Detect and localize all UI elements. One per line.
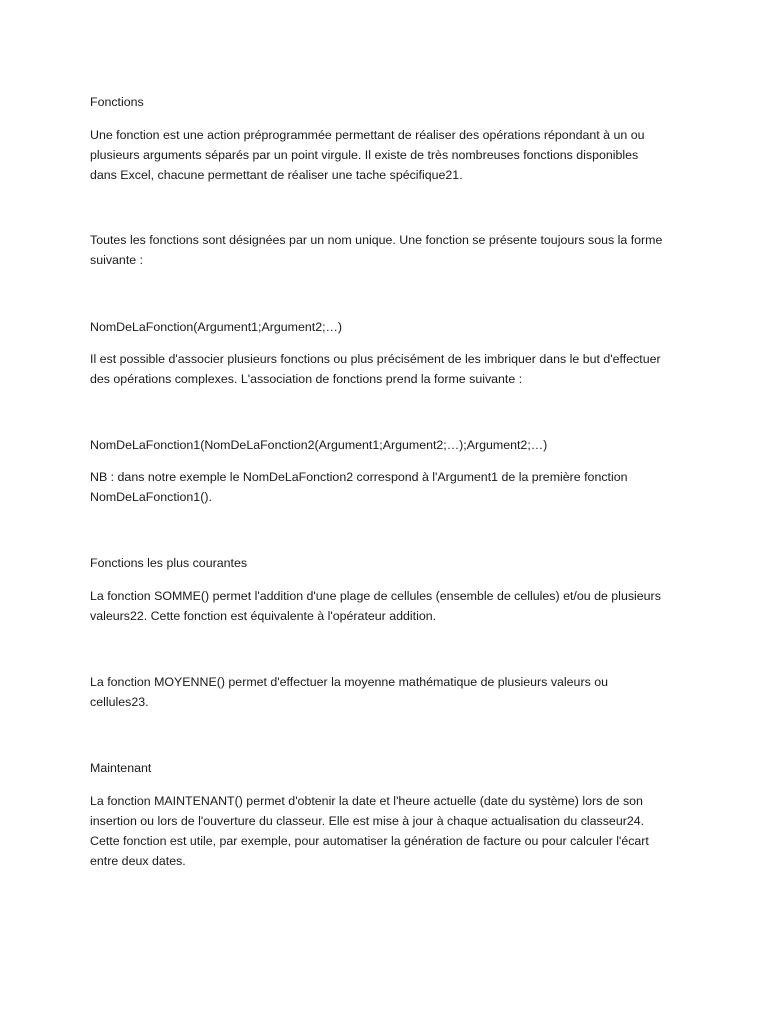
syntax-simple: NomDeLaFonction(Argument1;Argument2;…) — [90, 320, 343, 334]
text-line: dans Excel, chacune permettant de réaliser une tache spécifique21. — [90, 168, 463, 182]
paragraph-nb — [90, 467, 690, 507]
text-line: NomDeLaFonction1(). — [90, 490, 212, 504]
text-line: Cette fonction est utile, par exemple, pour automatiser la génération de facture ou pour calculer l'écart — [90, 834, 649, 848]
text-line: La fonction SOMME() permet l'addition d'une plage de cellules (ensemble de cellules) et/ou de plusieurs — [90, 589, 661, 603]
syntax-nested: NomDeLaFonction1(NomDeLaFonction2(Argument1;Argument2;…);Argument2;…) — [90, 438, 548, 452]
text-line: entre deux dates. — [90, 854, 186, 868]
paragraph-moyenne — [90, 672, 690, 712]
text-line: La fonction MOYENNE() permet d'effectuer la moyenne mathématique de plusieurs valeurs ou — [90, 675, 608, 689]
text-line: plusieurs arguments séparés par un point virgule. Il existe de très nombreuses fonctions disponibles — [90, 148, 639, 162]
paragraph-intro — [90, 125, 690, 185]
text-line: Il est possible d'associer plusieurs fonctions ou plus précisément de les imbriquer dans le but d'effectuer — [90, 352, 661, 366]
text-line: La fonction MAINTENANT() permet d'obtenir la date et l'heure actuelle (date du système) lors de son — [90, 794, 643, 808]
heading-fonctions: Fonctions — [90, 95, 144, 109]
paragraph-association — [90, 349, 690, 389]
paragraph-maintenant — [90, 791, 690, 871]
text-line: cellules23. — [90, 695, 149, 709]
text-line: NB : dans notre exemple le NomDeLaFonction2 correspond à l'Argument1 de la première fonction — [90, 470, 628, 484]
heading-maintenant: Maintenant — [90, 761, 152, 775]
text-line: Toutes les fonctions sont désignées par un nom unique. Une fonction se présente toujours sous la forme — [90, 233, 663, 247]
text-line: des opérations complexes. L'association de fonctions prend la forme suivante : — [90, 372, 523, 386]
text-line: suivante : — [90, 253, 144, 267]
text-line: Une fonction est une action préprogrammée permettant de réaliser des opérations répondant à un ou — [90, 128, 645, 142]
heading-fonctions-courantes: Fonctions les plus courantes — [90, 556, 248, 570]
text-line: insertion ou lors de l'ouverture du classeur. Elle est mise à jour à chaque actualisation du classeur24. — [90, 814, 645, 828]
paragraph-somme — [90, 586, 690, 626]
text-line: valeurs22. Cette fonction est équivalente à l'opérateur addition. — [90, 609, 437, 623]
paragraph-designation — [90, 230, 690, 270]
